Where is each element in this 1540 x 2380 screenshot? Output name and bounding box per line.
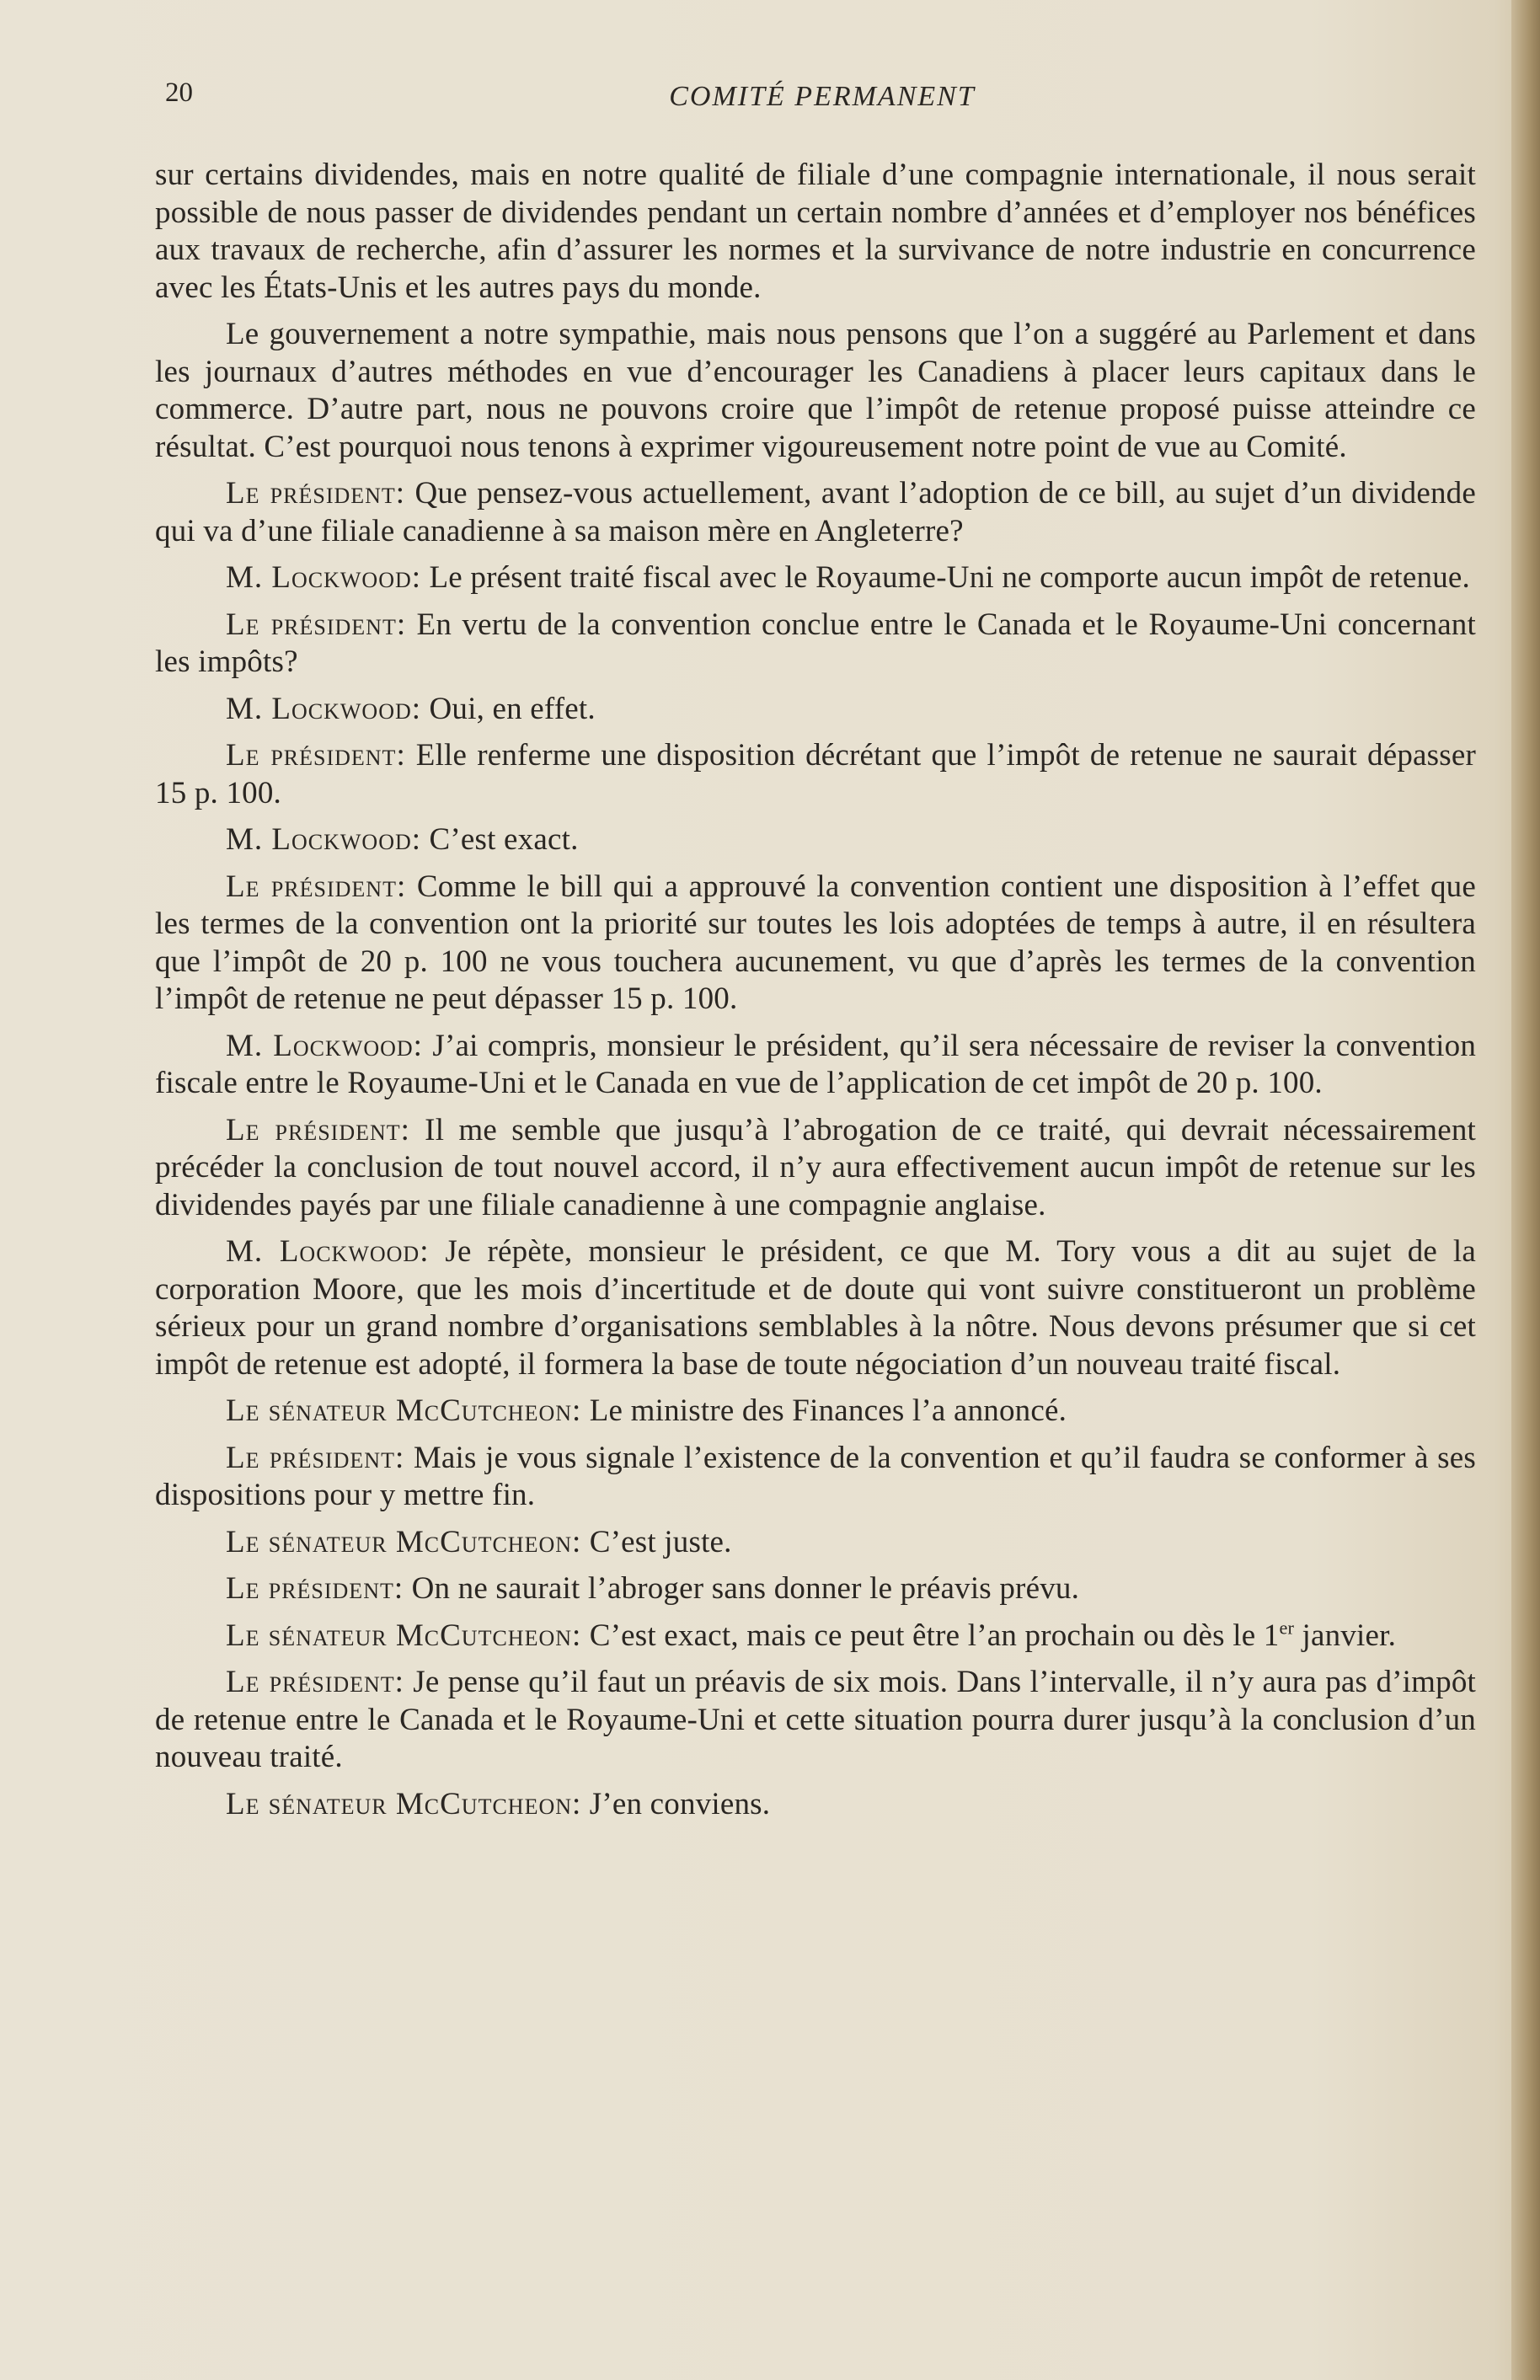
book-spine-edge xyxy=(1511,0,1540,2380)
page-number: 20 xyxy=(165,78,193,108)
dialogue-paragraph xyxy=(155,691,1476,729)
paragraph xyxy=(155,316,1476,466)
speaker-name: Le sénateur McCutcheon: xyxy=(226,1393,582,1428)
dialogue-paragraph xyxy=(155,1233,1476,1383)
speech-text: Mais je vous signale l’existence de la convention et qu’il faudra se conformer à ses dispositions pour y mettre fin. xyxy=(155,1440,1476,1512)
speaker-name: Le président: xyxy=(226,1571,404,1606)
speech-text: C’est exact, mais ce peut être l’an prochain ou dès le 1 xyxy=(589,1618,1280,1653)
speech-text: Que pensez-vous actuellement, avant l’adoption de ce bill, au sujet d’un dividende qui va d’une filiale canadienne à sa maison mère en Angleterre? xyxy=(155,476,1476,548)
body-text xyxy=(155,157,1476,1832)
speech-text: Comme le bill qui a approuvé la convention contient une disposition à l’effet que les termes de la convention ont la priorité sur toutes les lois adoptées de temps à autre, il en résultera que l’impôt de 20 p. 100 ne vous touchera aucunement, vu que d’après les termes de la convention l’impôt de retenue ne peut dépasser 15 p. 100. xyxy=(155,869,1476,1016)
dialogue-paragraph xyxy=(155,1618,1476,1655)
speech-text: Le ministre des Finances l’a annoncé. xyxy=(589,1393,1067,1428)
dialogue-paragraph xyxy=(155,1112,1476,1225)
speaker-name: Le président: xyxy=(226,1112,410,1147)
speaker-name: M. Lockwood: xyxy=(226,1028,423,1063)
speech-text: Oui, en effet. xyxy=(429,691,596,726)
speaker-name: M. Lockwood: xyxy=(226,1234,430,1269)
speaker-name: Le président: xyxy=(226,1665,404,1699)
dialogue-paragraph xyxy=(155,869,1476,1019)
speech-text: Elle renferme une disposition décrétant que l’impôt de retenue ne saurait dépasser 15 p. 100. xyxy=(155,738,1476,810)
speaker-name: Le président: xyxy=(226,607,407,642)
superscript-ordinal: er xyxy=(1279,1617,1295,1639)
paragraph-text: Le gouvernement a notre sympathie, mais nous pensons que l’on a suggéré au Parlement et dans les journaux d’autres méthodes en vue d’encourager les Canadiens à placer leurs capitaux dans le commerce. D’autre part, nous ne pouvons croire que l’impôt de retenue proposé puisse atteindre ce résultat. C’est pourquoi nous tenons à exprimer vigoureusement notre point de vue au Comité. xyxy=(155,317,1476,464)
speaker-name: Le sénateur McCutcheon: xyxy=(226,1618,582,1653)
speaker-name: Le président: xyxy=(226,738,406,773)
paragraph xyxy=(155,157,1476,307)
dialogue-paragraph xyxy=(155,1393,1476,1431)
speech-text: C’est exact. xyxy=(429,822,579,857)
speech-text: J’ai compris, monsieur le président, qu’il sera nécessaire de reviser la convention fiscale entre le Royaume-Uni et le Canada en vue de l’application de cet impôt de 20 p. 100. xyxy=(155,1028,1477,1100)
speaker-name: Le président: xyxy=(226,869,407,904)
dialogue-paragraph xyxy=(155,737,1476,812)
dialogue-paragraph xyxy=(155,475,1476,550)
speech-text: Je répète, monsieur le président, ce que M. Tory vous a dit au sujet de la corporation Moore, que les mois d’incertitude et de doute qui vont suivre constitueront un problème sérieux pour un grand nombre d’organisations semblables à la nôtre. Nous devons présumer que si cet impôt de retenue est adopté, il formera la base de toute négociation d’un nouveau traité fiscal. xyxy=(155,1234,1477,1382)
dialogue-paragraph xyxy=(155,821,1476,859)
dialogue-paragraph xyxy=(155,1570,1476,1608)
speech-text: En vertu de la convention conclue entre le Canada et le Royaume-Uni concernant les impôts? xyxy=(155,607,1476,679)
dialogue-paragraph xyxy=(155,1664,1476,1777)
speech-text: On ne saurait l’abroger sans donner le préavis prévu. xyxy=(411,1571,1080,1606)
speech-text: J’en conviens. xyxy=(589,1786,771,1821)
dialogue-paragraph xyxy=(155,1786,1476,1824)
speaker-name: Le président: xyxy=(226,1440,405,1475)
page-header xyxy=(165,78,1479,128)
paragraph-text: sur certains dividendes, mais en notre qualité de filiale d’une compagnie internationale, il nous serait possible de nous passer de dividendes pendant un certain nombre d’années et d’employer nos bénéfices aux travaux de recherche, afin d’assurer les normes et la survivance de notre industrie en concurrence avec les États-Unis et les autres pays du monde. xyxy=(155,158,1476,305)
speaker-name: M. Lockwood: xyxy=(226,560,422,595)
dialogue-paragraph xyxy=(155,1524,1476,1562)
running-title: COMITÉ PERMANENT xyxy=(669,81,976,112)
speaker-name: Le président: xyxy=(226,476,406,511)
speech-text: Je pense qu’il faut un préavis de six mois. Dans l’intervalle, il n’y aura pas d’impôt de retenue entre le Canada et le Royaume-Uni et cette situation pourra durer jusqu’à la conclusion d’un nouveau traité. xyxy=(155,1665,1476,1774)
dialogue-paragraph xyxy=(155,607,1476,682)
speech-text-continued: janvier. xyxy=(1294,1618,1397,1653)
dialogue-paragraph xyxy=(155,1028,1476,1103)
speaker-name: Le sénateur McCutcheon: xyxy=(226,1786,582,1821)
speaker-name: M. Lockwood: xyxy=(226,691,422,726)
speech-text: C’est juste. xyxy=(589,1524,732,1559)
speech-text: Il me semble que jusqu’à l’abrogation de ce traité, qui devrait nécessairement précéder la conclusion de tout nouvel accord, il n’y aura effectivement aucun impôt de retenue sur les dividendes payés par une filiale canadienne à une compagnie anglaise. xyxy=(155,1112,1476,1222)
dialogue-paragraph xyxy=(155,559,1476,597)
speaker-name: M. Lockwood: xyxy=(226,822,422,857)
speaker-name: Le sénateur McCutcheon: xyxy=(226,1524,582,1559)
dialogue-paragraph xyxy=(155,1440,1476,1515)
speech-text: Le présent traité fiscal avec le Royaume-Uni ne comporte aucun impôt de retenue. xyxy=(429,560,1470,595)
